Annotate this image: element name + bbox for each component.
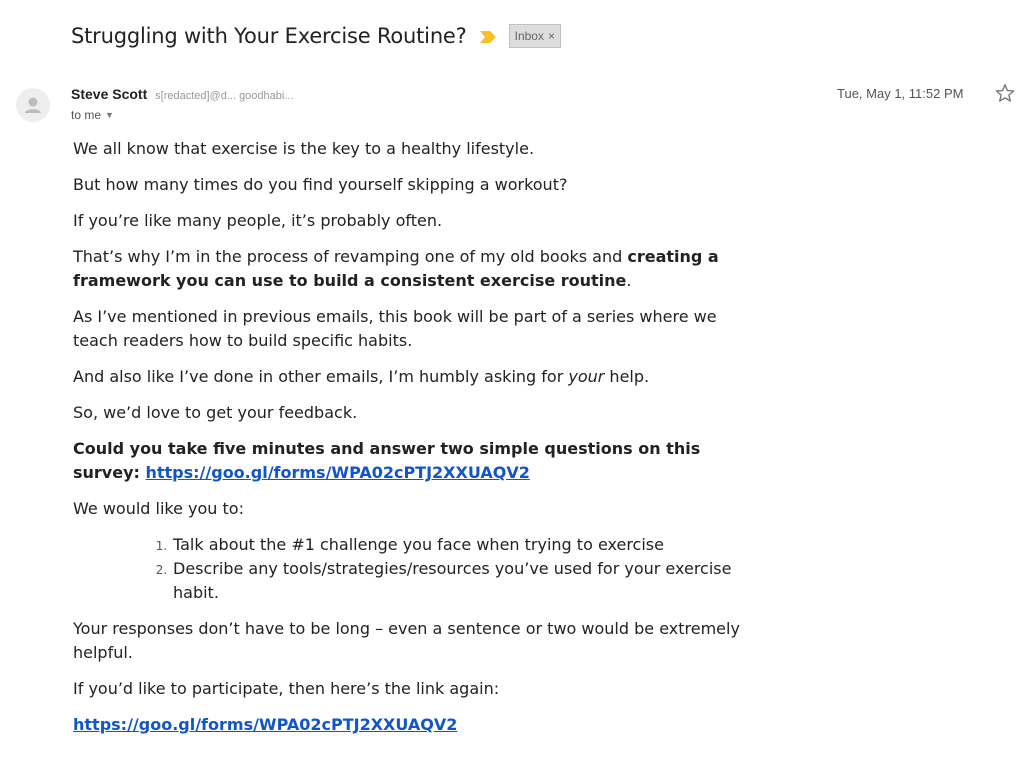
email-date: Tue, May 1, 11:52 PM bbox=[837, 86, 964, 101]
text-run: . bbox=[626, 271, 632, 290]
body-paragraph bbox=[73, 713, 753, 737]
list-item: 2. Describe any tools/strategies/resources you’ve used for your exercise habit. bbox=[171, 557, 753, 605]
text-run: And also like I’ve done in other emails, I’m humbly asking for bbox=[73, 367, 569, 386]
sender-line bbox=[71, 86, 294, 102]
email-subject: Struggling with Your Exercise Routine? bbox=[71, 24, 467, 48]
recipient-text: to me bbox=[71, 108, 102, 122]
default-avatar-icon[interactable] bbox=[16, 88, 50, 122]
sender-name[interactable]: Steve Scott bbox=[71, 86, 148, 102]
bold-text: Could you take five minutes and answer two simple questions on this survey: bbox=[73, 439, 701, 482]
text-run: That’s why I’m in the process of revamping one of my old books and bbox=[73, 247, 628, 266]
request-list bbox=[73, 533, 753, 605]
body-paragraph: Your responses don’t have to be long – even a sentence or two would be extremely helpful. bbox=[73, 619, 740, 662]
sender-email: s[redacted]@d... goodhabi... bbox=[155, 90, 294, 102]
remove-label-button[interactable]: × bbox=[547, 29, 555, 43]
caret-down-icon[interactable]: ▼ bbox=[105, 110, 114, 120]
body-paragraph bbox=[73, 245, 753, 293]
body-paragraph bbox=[73, 437, 753, 485]
body-paragraph: We all know that exercise is the key to a healthy lifestyle. bbox=[73, 139, 535, 158]
recipient-line bbox=[71, 108, 114, 122]
body-paragraph bbox=[73, 365, 753, 389]
list-item: 1. Talk about the #1 challenge you face when trying to exercise bbox=[171, 533, 753, 557]
italic-text: your bbox=[568, 367, 605, 386]
survey-link[interactable]: https://goo.gl/forms/WPA02cPTJ2XXUAQV2 bbox=[145, 463, 530, 482]
body-paragraph: We would like you to: bbox=[73, 499, 244, 518]
inbox-label-chip[interactable] bbox=[509, 24, 561, 48]
body-paragraph: If you’d like to participate, then here’s the link again: bbox=[73, 679, 500, 698]
text-run: help. bbox=[604, 367, 650, 386]
body-paragraph: So, we’d love to get your feedback. bbox=[73, 403, 358, 422]
body-paragraph: If you’re like many people, it’s probably often. bbox=[73, 211, 443, 230]
body-paragraph: As I’ve mentioned in previous emails, this book will be part of a series where we teach readers how to build specific habits. bbox=[73, 307, 717, 350]
subject-row bbox=[71, 20, 561, 52]
bold-text: creating a framework you can use to build a consistent exercise routine bbox=[73, 247, 719, 290]
importance-marker-icon[interactable] bbox=[480, 31, 496, 43]
body-paragraph: But how many times do you find yourself skipping a workout? bbox=[73, 175, 568, 194]
star-icon[interactable] bbox=[994, 82, 1016, 104]
label-name: Inbox bbox=[514, 29, 544, 43]
survey-link-repeat[interactable]: https://goo.gl/forms/WPA02cPTJ2XXUAQV2 bbox=[73, 715, 458, 734]
email-body bbox=[73, 137, 753, 749]
